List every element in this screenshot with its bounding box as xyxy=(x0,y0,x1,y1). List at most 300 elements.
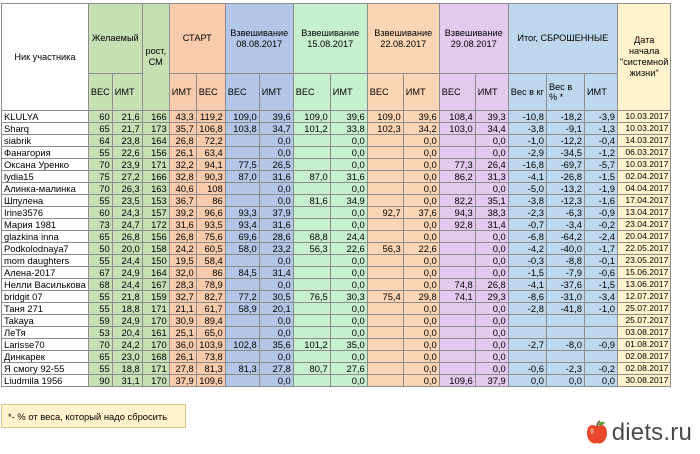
cell-w2i: 24,4 xyxy=(330,231,367,243)
cell-si: 89,4 xyxy=(196,315,225,327)
cell-rpct: -6,3 xyxy=(546,207,584,219)
cell-dv: 70 xyxy=(88,183,112,195)
subheader-result-bmi: ИМТ xyxy=(584,74,617,111)
cell-w1v xyxy=(225,147,259,159)
cell-sv: 28,3 xyxy=(169,279,196,291)
table-row xyxy=(2,207,671,219)
subheader-w1-bmi: ИМТ xyxy=(259,74,293,111)
cell-w3i: 0,0 xyxy=(403,171,439,183)
cell-w2v xyxy=(293,255,330,267)
table-row xyxy=(2,231,671,243)
cell-w2i: 0,0 xyxy=(330,267,367,279)
cell-di: 21,8 xyxy=(112,291,142,303)
cell-date: 17.04.2017 xyxy=(617,195,670,207)
table-row xyxy=(2,135,671,147)
cell-sv: 43,3 xyxy=(169,111,196,123)
cell-dv: 75 xyxy=(88,171,112,183)
cell-w3v xyxy=(367,363,403,375)
cell-rimt: -1,0 xyxy=(584,303,617,315)
cell-h: 170 xyxy=(142,315,169,327)
cell-w2v xyxy=(293,159,330,171)
cell-di: 23,0 xyxy=(112,351,142,363)
cell-w3i: 0,0 xyxy=(403,231,439,243)
cell-si: 108 xyxy=(196,183,225,195)
cell-rkg: -6,8 xyxy=(508,231,546,243)
cell-w1i: 0,0 xyxy=(259,327,293,339)
header-row-2 xyxy=(2,74,671,111)
cell-dv: 60 xyxy=(88,111,112,123)
cell-rimt: -0,9 xyxy=(584,207,617,219)
cell-w1v: 58,9 xyxy=(225,303,259,315)
cell-w4v: 82,2 xyxy=(439,195,475,207)
cell-w3v xyxy=(367,171,403,183)
cell-date: 03.08.2017 xyxy=(617,327,670,339)
cell-w1i: 39,6 xyxy=(259,111,293,123)
cell-w3v xyxy=(367,351,403,363)
cell-name: mom daughters xyxy=(2,255,89,267)
cell-dv: 55 xyxy=(88,195,112,207)
cell-w3i: 0,0 xyxy=(403,303,439,315)
cell-sv: 26,8 xyxy=(169,135,196,147)
cell-name: Irine3576 xyxy=(2,207,89,219)
cell-dv: 73 xyxy=(88,219,112,231)
cell-w4i: 31,4 xyxy=(475,219,508,231)
cell-w2i: 33,8 xyxy=(330,123,367,135)
cell-rpct xyxy=(546,315,584,327)
cell-w2v: 101,2 xyxy=(293,123,330,135)
cell-w1i: 31,6 xyxy=(259,171,293,183)
cell-si: 65,0 xyxy=(196,327,225,339)
cell-w1i: 0,0 xyxy=(259,183,293,195)
subheader-w3-bmi: ИМТ xyxy=(403,74,439,111)
cell-w1i: 20,1 xyxy=(259,303,293,315)
cell-rpct: -69,7 xyxy=(546,159,584,171)
cell-w3v xyxy=(367,339,403,351)
table-row xyxy=(2,315,671,327)
cell-w1i: 30,5 xyxy=(259,291,293,303)
cell-rkg: -4,1 xyxy=(508,171,546,183)
cell-w1v: 87,0 xyxy=(225,171,259,183)
cell-rimt: -1,3 xyxy=(584,123,617,135)
cell-w2v: 87,0 xyxy=(293,171,330,183)
cell-h: 167 xyxy=(142,279,169,291)
cell-w4v: 77,3 xyxy=(439,159,475,171)
subheader-start-bmi: ИМТ xyxy=(169,74,196,111)
cell-sv: 31,6 xyxy=(169,219,196,231)
cell-w4v: 103,0 xyxy=(439,123,475,135)
table-row xyxy=(2,279,671,291)
cell-rimt: -1,5 xyxy=(584,171,617,183)
cell-w3v xyxy=(367,147,403,159)
cell-h: 172 xyxy=(142,219,169,231)
cell-h: 163 xyxy=(142,183,169,195)
cell-date: 10.03.2017 xyxy=(617,111,670,123)
table-row xyxy=(2,171,671,183)
cell-di: 26,8 xyxy=(112,231,142,243)
cell-si: 93,5 xyxy=(196,219,225,231)
cell-w4i: 34,4 xyxy=(475,123,508,135)
cell-dv: 55 xyxy=(88,255,112,267)
cell-w1v xyxy=(225,375,259,387)
cell-rimt: -5,7 xyxy=(584,159,617,171)
cell-si: 63,4 xyxy=(196,147,225,159)
cell-w3v: 109,0 xyxy=(367,111,403,123)
subheader-result-kg: Вес в кг xyxy=(508,74,546,111)
cell-w4i: 0,0 xyxy=(475,135,508,147)
cell-date: 10.03.2017 xyxy=(617,123,670,135)
cell-w2v xyxy=(293,135,330,147)
cell-si: 103,9 xyxy=(196,339,225,351)
cell-rkg: -3,8 xyxy=(508,195,546,207)
cell-w4i: 38,3 xyxy=(475,207,508,219)
cell-name: Шпулена xyxy=(2,195,89,207)
cell-di: 23,5 xyxy=(112,195,142,207)
cell-di: 23,9 xyxy=(112,159,142,171)
cell-w4i: 0,0 xyxy=(475,327,508,339)
cell-w4i: 37,9 xyxy=(475,375,508,387)
cell-si: 86 xyxy=(196,195,225,207)
cell-w2i: 0,0 xyxy=(330,135,367,147)
cell-rimt: -1,6 xyxy=(584,195,617,207)
cell-di: 24,4 xyxy=(112,255,142,267)
table-row xyxy=(2,363,671,375)
cell-date: 22.05.2017 xyxy=(617,243,670,255)
cell-w2v: 101,2 xyxy=(293,339,330,351)
table-row xyxy=(2,219,671,231)
cell-si: 86 xyxy=(196,267,225,279)
cell-w1v: 77,5 xyxy=(225,159,259,171)
cell-w3i: 0,0 xyxy=(403,183,439,195)
cell-w2i: 30,3 xyxy=(330,291,367,303)
cell-w3i: 0,0 xyxy=(403,339,439,351)
cell-si: 90,3 xyxy=(196,171,225,183)
cell-w3i: 22,6 xyxy=(403,243,439,255)
cell-w2v xyxy=(293,219,330,231)
cell-w3i: 34,2 xyxy=(403,123,439,135)
cell-w3i: 0,0 xyxy=(403,351,439,363)
table-row xyxy=(2,339,671,351)
cell-w2i: 31,6 xyxy=(330,171,367,183)
cell-si: 81,3 xyxy=(196,363,225,375)
cell-h: 161 xyxy=(142,327,169,339)
cell-w2v xyxy=(293,327,330,339)
table-row xyxy=(2,147,671,159)
cell-rpct: -8,8 xyxy=(546,255,584,267)
cell-dv: 55 xyxy=(88,363,112,375)
cell-name: Larisse70 xyxy=(2,339,89,351)
cell-date: 13.06.2017 xyxy=(617,279,670,291)
cell-date: 06.03.2017 xyxy=(617,147,670,159)
cell-si: 58,4 xyxy=(196,255,225,267)
cell-date: 25.07.2017 xyxy=(617,315,670,327)
cell-w1v: 77,2 xyxy=(225,291,259,303)
cell-w1v xyxy=(225,279,259,291)
cell-w4v xyxy=(439,363,475,375)
cell-w1i: 26,5 xyxy=(259,159,293,171)
cell-date: 12.07.2017 xyxy=(617,291,670,303)
cell-w3i: 0,0 xyxy=(403,135,439,147)
table-row xyxy=(2,291,671,303)
cell-w2i: 39,6 xyxy=(330,111,367,123)
cell-rimt: -0,1 xyxy=(584,255,617,267)
cell-w4i: 0,0 xyxy=(475,363,508,375)
cell-w1v: 109,0 xyxy=(225,111,259,123)
cell-h: 159 xyxy=(142,291,169,303)
cell-di: 21,7 xyxy=(112,123,142,135)
cell-w2i: 0,0 xyxy=(330,255,367,267)
cell-w2v: 56,3 xyxy=(293,243,330,255)
cell-w4v xyxy=(439,135,475,147)
cell-dv: 55 xyxy=(88,147,112,159)
table-row xyxy=(2,183,671,195)
cell-w1i: 0,0 xyxy=(259,135,293,147)
cell-rimt: 0,0 xyxy=(584,375,617,387)
cell-sv: 36,7 xyxy=(169,195,196,207)
cell-w2v: 109,0 xyxy=(293,111,330,123)
cell-w1i: 0,0 xyxy=(259,315,293,327)
cell-rimt: -3,4 xyxy=(584,291,617,303)
cell-sv: 30,9 xyxy=(169,315,196,327)
cell-date: 01.08.2017 xyxy=(617,339,670,351)
cell-rpct: -64,2 xyxy=(546,231,584,243)
cell-rpct: -41,8 xyxy=(546,303,584,315)
cell-rpct: -34,5 xyxy=(546,147,584,159)
cell-w1v: 103,8 xyxy=(225,123,259,135)
cell-rkg: -16,8 xyxy=(508,159,546,171)
cell-rkg: -1,0 xyxy=(508,135,546,147)
cell-w3i: 0,0 xyxy=(403,159,439,171)
cell-di: 24,2 xyxy=(112,339,142,351)
cell-w3v xyxy=(367,135,403,147)
cell-w3v xyxy=(367,375,403,387)
cell-rkg: -2,3 xyxy=(508,207,546,219)
cell-w1v: 58,0 xyxy=(225,243,259,255)
cell-w3i: 0,0 xyxy=(403,279,439,291)
cell-w4v: 108,4 xyxy=(439,111,475,123)
table-row xyxy=(2,267,671,279)
cell-h: 153 xyxy=(142,195,169,207)
cell-w4v xyxy=(439,327,475,339)
cell-w2v: 76,5 xyxy=(293,291,330,303)
cell-rpct: -18,2 xyxy=(546,111,584,123)
cell-w4i: 26,8 xyxy=(475,279,508,291)
table-row xyxy=(2,111,671,123)
cell-dv: 70 xyxy=(88,339,112,351)
cell-sv: 26,1 xyxy=(169,351,196,363)
cell-w4v xyxy=(439,339,475,351)
cell-w3v: 92,7 xyxy=(367,207,403,219)
cell-w4i: 0,0 xyxy=(475,147,508,159)
cell-rimt: -0,6 xyxy=(584,267,617,279)
cell-rkg: -3,8 xyxy=(508,123,546,135)
cell-rpct: -3,4 xyxy=(546,219,584,231)
cell-h: 170 xyxy=(142,339,169,351)
cell-dv: 68 xyxy=(88,279,112,291)
cell-name: Podkolodnaya7 xyxy=(2,243,89,255)
cell-rkg: -0,3 xyxy=(508,255,546,267)
cell-dv: 65 xyxy=(88,231,112,243)
subheader-w1-weight: ВЕС xyxy=(225,74,259,111)
cell-w3i: 0,0 xyxy=(403,219,439,231)
header-desired: Желаемый xyxy=(88,4,142,74)
cell-di: 18,8 xyxy=(112,303,142,315)
cell-w1i: 37,9 xyxy=(259,207,293,219)
table-row xyxy=(2,123,671,135)
cell-w4v: 74,8 xyxy=(439,279,475,291)
cell-si: 94,1 xyxy=(196,159,225,171)
cell-sv: 40,6 xyxy=(169,183,196,195)
cell-date: 04.04.2017 xyxy=(617,183,670,195)
cell-w1v xyxy=(225,135,259,147)
cell-w4v xyxy=(439,351,475,363)
cell-w4i: 0,0 xyxy=(475,231,508,243)
cell-w3v xyxy=(367,195,403,207)
cell-name: Алинка-малинка xyxy=(2,183,89,195)
cell-name: ЛеТя xyxy=(2,327,89,339)
cell-dv: 55 xyxy=(88,291,112,303)
cell-rimt: -0,9 xyxy=(584,339,617,351)
cell-rkg xyxy=(508,327,546,339)
cell-w1i: 0,0 xyxy=(259,255,293,267)
cell-w4v xyxy=(439,243,475,255)
header-nick: Ник участника xyxy=(2,4,89,111)
cell-date: 20.04.2017 xyxy=(617,231,670,243)
subheader-desired-bmi: ИМТ xyxy=(112,74,142,111)
cell-w3i: 0,0 xyxy=(403,255,439,267)
cell-rkg: -2,9 xyxy=(508,147,546,159)
cell-di: 24,3 xyxy=(112,207,142,219)
cell-di: 21,6 xyxy=(112,111,142,123)
cell-w3v xyxy=(367,303,403,315)
site-logo xyxy=(586,418,692,448)
cell-w4v: 92,8 xyxy=(439,219,475,231)
cell-rkg xyxy=(508,315,546,327)
cell-w4v xyxy=(439,315,475,327)
cell-w4i: 0,0 xyxy=(475,267,508,279)
cell-w2i: 0,0 xyxy=(330,303,367,315)
subheader-desired-weight: ВЕС xyxy=(88,74,112,111)
cell-w4i: 35,1 xyxy=(475,195,508,207)
cell-di: 23,8 xyxy=(112,135,142,147)
cell-w3i: 0,0 xyxy=(403,375,439,387)
table-row xyxy=(2,327,671,339)
cell-w3v xyxy=(367,315,403,327)
cell-w1v: 69,6 xyxy=(225,231,259,243)
cell-rimt: -1,2 xyxy=(584,147,617,159)
cell-rpct xyxy=(546,327,584,339)
subheader-result-pct: Вес в % * xyxy=(546,74,584,111)
cell-rpct: -8,0 xyxy=(546,339,584,351)
cell-dv: 53 xyxy=(88,327,112,339)
cell-w1i: 31,6 xyxy=(259,219,293,231)
cell-sv: 27,8 xyxy=(169,363,196,375)
cell-name: siabrik xyxy=(2,135,89,147)
cell-si: 109,6 xyxy=(196,375,225,387)
cell-di: 26,3 xyxy=(112,183,142,195)
cell-date: 14.03.2017 xyxy=(617,135,670,147)
cell-rkg: -10,8 xyxy=(508,111,546,123)
cell-name: bridgit 07 xyxy=(2,291,89,303)
cell-sv: 24,2 xyxy=(169,243,196,255)
cell-w4v xyxy=(439,231,475,243)
cell-dv: 90 xyxy=(88,375,112,387)
cell-w4i: 31,3 xyxy=(475,171,508,183)
cell-rpct: -7,9 xyxy=(546,267,584,279)
cell-w4i: 0,0 xyxy=(475,303,508,315)
cell-si: 119,2 xyxy=(196,111,225,123)
cell-w4v xyxy=(439,147,475,159)
header-weighing-3: Взвешивание 22.08.2017 xyxy=(367,4,439,74)
cell-di: 24,7 xyxy=(112,219,142,231)
cell-w1v xyxy=(225,327,259,339)
cell-w4v: 109,6 xyxy=(439,375,475,387)
cell-rkg: 0,0 xyxy=(508,375,546,387)
cell-w1i: 28,6 xyxy=(259,231,293,243)
cell-w1v xyxy=(225,183,259,195)
cell-h: 150 xyxy=(142,255,169,267)
cell-w2i: 0,0 xyxy=(330,351,367,363)
cell-sv: 32,7 xyxy=(169,291,196,303)
cell-w2v xyxy=(293,351,330,363)
cell-rimt: -0,2 xyxy=(584,219,617,231)
cell-w2i: 0,0 xyxy=(330,183,367,195)
cell-rkg: -2,8 xyxy=(508,303,546,315)
cell-h: 166 xyxy=(142,111,169,123)
cell-dv: 67 xyxy=(88,267,112,279)
cell-w4v xyxy=(439,183,475,195)
cell-si: 82,7 xyxy=(196,291,225,303)
apple-icon xyxy=(586,420,608,446)
cell-w2v: 68,8 xyxy=(293,231,330,243)
cell-name: KLULYA xyxy=(2,111,89,123)
cell-name: Takaya xyxy=(2,315,89,327)
header-weighing-2: Взвешивание 15.08.2017 xyxy=(293,4,367,74)
cell-w3v: 102,3 xyxy=(367,123,403,135)
cell-w1i: 0,0 xyxy=(259,279,293,291)
cell-w4v xyxy=(439,267,475,279)
cell-w4v: 74,1 xyxy=(439,291,475,303)
cell-si: 106,8 xyxy=(196,123,225,135)
cell-di: 22,6 xyxy=(112,147,142,159)
cell-rkg: -4,1 xyxy=(508,279,546,291)
cell-w3v xyxy=(367,327,403,339)
cell-rkg xyxy=(508,351,546,363)
cell-rimt: -1,7 xyxy=(584,243,617,255)
cell-rimt: -1,5 xyxy=(584,279,617,291)
cell-w2i: 0,0 xyxy=(330,279,367,291)
cell-w2i: 0,0 xyxy=(330,219,367,231)
cell-h: 157 xyxy=(142,207,169,219)
cell-di: 20,0 xyxy=(112,243,142,255)
cell-rkg: -0,7 xyxy=(508,219,546,231)
cell-w2v xyxy=(293,267,330,279)
cell-name: Я смогу 92-55 xyxy=(2,363,89,375)
cell-rpct: -26,8 xyxy=(546,171,584,183)
cell-w2v xyxy=(293,207,330,219)
cell-rkg: -8,6 xyxy=(508,291,546,303)
cell-rpct: -40,0 xyxy=(546,243,584,255)
cell-w4v: 86,2 xyxy=(439,171,475,183)
subheader-w2-bmi: ИМТ xyxy=(330,74,367,111)
cell-w1v xyxy=(225,255,259,267)
header-height: рост, СМ xyxy=(142,4,169,111)
cell-w3i: 0,0 xyxy=(403,267,439,279)
cell-name: Алена-2017 xyxy=(2,267,89,279)
cell-name: Таня 271 xyxy=(2,303,89,315)
cell-sv: 32,0 xyxy=(169,267,196,279)
cell-w3v xyxy=(367,267,403,279)
cell-date: 25.07.2017 xyxy=(617,303,670,315)
